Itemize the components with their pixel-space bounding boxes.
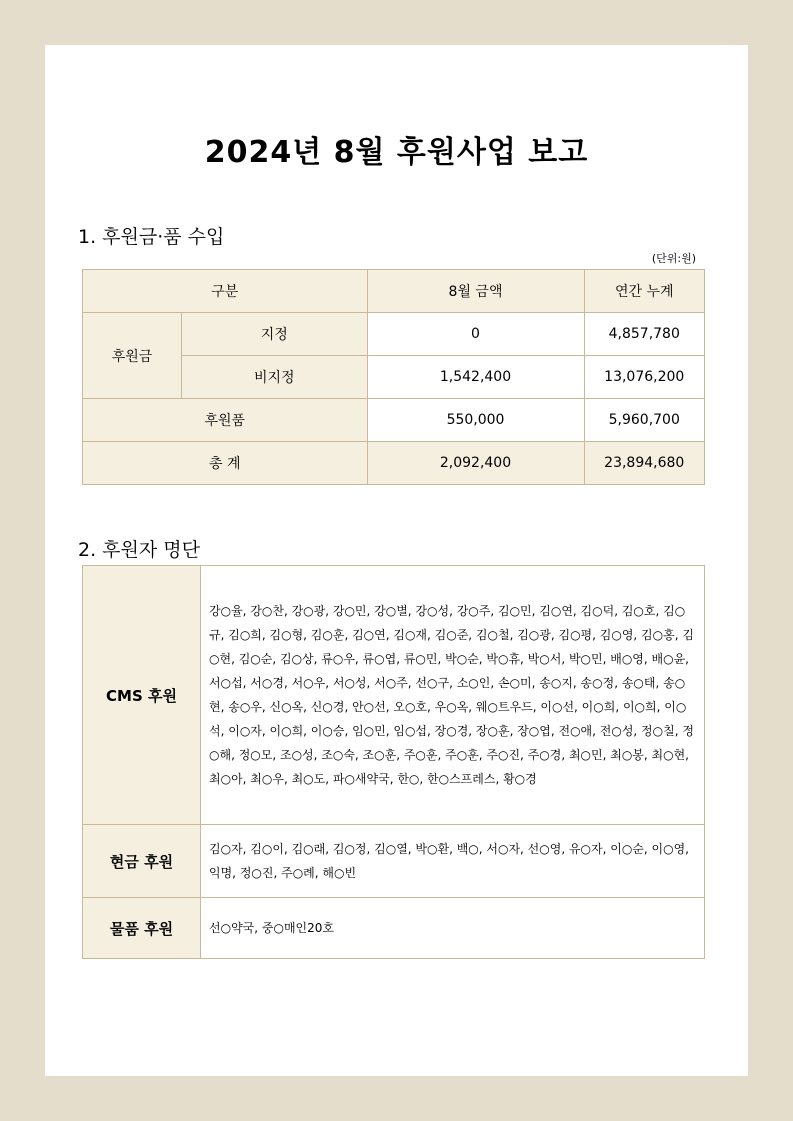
table-row <box>83 399 705 442</box>
goods-donor-label: 물품 후원 <box>83 898 201 959</box>
cms-label: CMS 후원 <box>83 566 201 825</box>
income-table <box>82 269 705 485</box>
header-annual: 연간 누계 <box>584 270 704 313</box>
undesignated-month: 1,542,400 <box>367 356 584 399</box>
table-row <box>83 825 705 898</box>
section2-heading: 2. 후원자 명단 <box>78 539 200 561</box>
goods-donor-names: 선○약국, 중○매인20호 <box>201 898 705 959</box>
report-page <box>45 45 748 1076</box>
total-annual: 23,894,680 <box>584 442 704 485</box>
header-category: 구분 <box>83 270 368 313</box>
donor-table <box>82 565 705 959</box>
table-row <box>83 566 705 825</box>
cash-names: 김○자, 김○이, 김○래, 김○정, 김○열, 박○환, 백○, 서○자, 선○영, 유○자, 이○순, 이○영, 익명, 정○진, 주○례, 해○빈 <box>201 825 705 898</box>
header-month: 8월 금액 <box>367 270 584 313</box>
page-title: 2024년 8월 후원사업 보고 <box>204 135 589 170</box>
goods-label: 후원품 <box>83 399 368 442</box>
table-row <box>83 898 705 959</box>
undesignated-annual: 13,076,200 <box>584 356 704 399</box>
income-table-header <box>83 270 705 313</box>
designated-month: 0 <box>367 313 584 356</box>
undesignated-label: 비지정 <box>182 356 368 399</box>
cms-names: 강○율, 강○찬, 강○광, 강○민, 강○별, 강○성, 강○주, 김○민, 김○연, 김○덕, 김○호, 김○규, 김○희, 김○형, 김○훈, 김○연, 김○재, 김○준, 김○철, 김○광, 김○평, 김○영, 김○홍, 김○현, 김○순, 김○상, 류○우, 류○엽, 류○민, 박○순, 박○휴, 박○서, 박○민, 배○영, 배○윤, 서○섭, 서○경, 서○우, 서○성, 서○주, 선○구, 소○인, 손○미, 송○지, 송○정, 송○태, 송○현, 송○우, 신○옥, 신○경, 안○선, 오○호, 우○옥, 웨○트우드, 이○선, 이○희, 이○희, 이○석, 이○자, 이○희, 이○승, 임○민, 임○섭, 장○경, 장○훈, 장○엽, 전○애, 전○성, 정○칠, 정○해, 정○모, 조○성, 조○숙, 조○훈, 주○훈, 주○훈, 주○진, 주○경, 최○민, 최○봉, 최○현, 최○아, 최○우, 최○도, 파○새약국, 한○, 한○스프레스, 황○경 <box>201 566 705 825</box>
table-row <box>83 313 705 356</box>
donation-label: 후원금 <box>83 313 182 399</box>
section1-heading: 1. 후원금·품 수입 <box>78 226 225 248</box>
unit-label: (단위:원) <box>651 252 696 265</box>
goods-annual: 5,960,700 <box>584 399 704 442</box>
total-label: 총 계 <box>83 442 368 485</box>
designated-annual: 4,857,780 <box>584 313 704 356</box>
total-row <box>83 442 705 485</box>
total-month: 2,092,400 <box>367 442 584 485</box>
cash-label: 현금 후원 <box>83 825 201 898</box>
designated-label: 지정 <box>182 313 368 356</box>
goods-month: 550,000 <box>367 399 584 442</box>
